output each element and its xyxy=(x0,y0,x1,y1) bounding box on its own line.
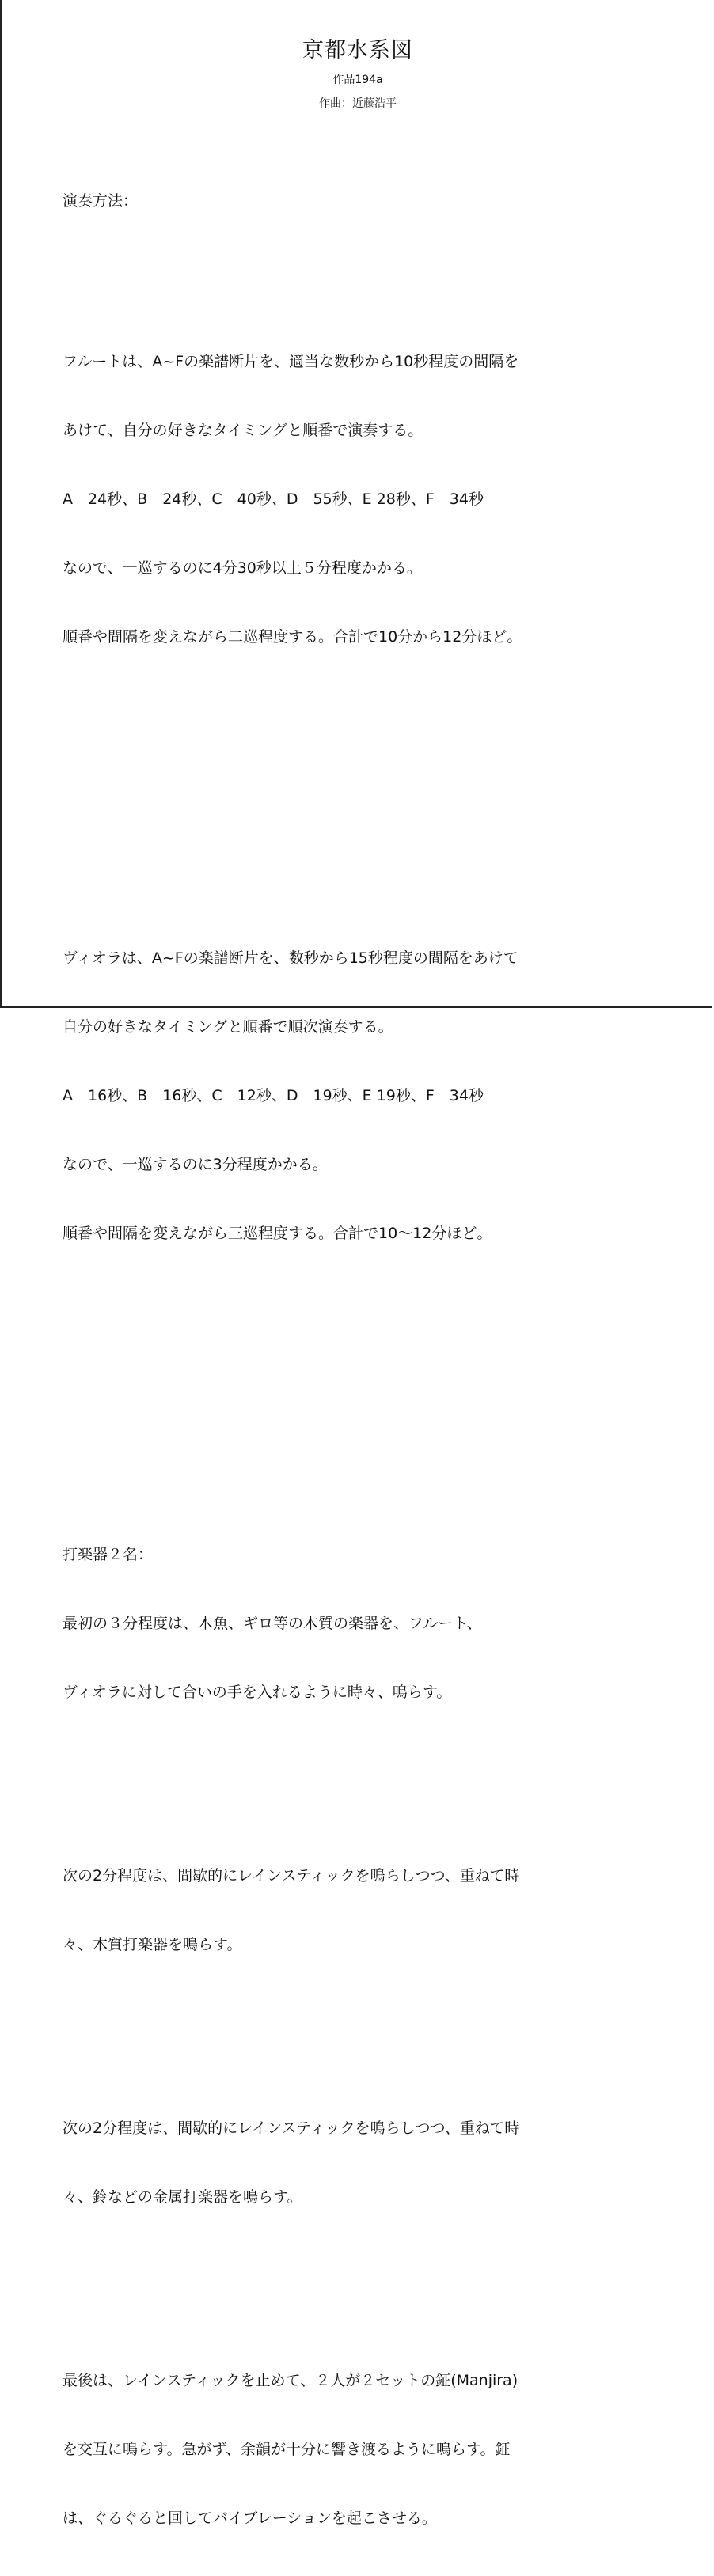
flute-line: 順番や間隔を変えながら二巡程度する。合計で10分から12分ほど。 xyxy=(63,628,522,646)
blank-line xyxy=(63,1773,696,1796)
percussion-line: 最後は、レインスティックを止めて、２人が２セットの鉦(Manjira) xyxy=(63,2372,518,2389)
document-header xyxy=(2,35,714,111)
opus-number: 作品194a xyxy=(332,74,383,86)
blank-line xyxy=(63,1314,696,1337)
percussion-line: 次の2分程度は、間歇的にレインスティックを鳴らしつつ、重ねて時 xyxy=(63,1867,520,1885)
percussion-line: 最初の３分程度は、木魚、ギロ等の木質の楽器を、フルート、 xyxy=(63,1615,482,1632)
blank-line xyxy=(63,1452,696,1475)
viola-durations: A 16秒、B 16秒、C 12秒、D 19秒、E 19秒、F 34秒 xyxy=(63,1087,484,1104)
blank-line xyxy=(63,2025,696,2048)
percussion-line: 々、鈴などの金属打楽器を鳴らす。 xyxy=(63,2188,302,2206)
blank-line xyxy=(63,786,696,809)
percussion-line: は、ぐるぐると回してバイブレーションを起こさせる。 xyxy=(63,2510,437,2527)
percussion-line: を交互に鳴らす。急がず、余韻が十分に響き渡るように鳴らす。鉦 xyxy=(63,2441,511,2458)
percussion-line: ヴィオラに対して合いの手を入れるように時々、鳴らす。 xyxy=(63,1684,452,1701)
flute-line: フルートは、A~Fの楽譜断片を、適当な数秒から10秒程度の間隔を xyxy=(63,353,519,370)
percussion-line: 次の2分程度は、間歇的にレインスティックを鳴らしつつ、重ねて時 xyxy=(63,2120,520,2137)
viola-line: 自分の好きなタイミングと順番で順次演奏する。 xyxy=(63,1018,393,1036)
blank-line xyxy=(63,718,696,741)
blank-line xyxy=(63,259,696,282)
viola-line: ヴィオラは、A~Fの楽譜断片を、数秒から15秒程度の間隔をあけて xyxy=(63,949,518,967)
viola-line: 順番や間隔を変えながら三巡程度する。合計で10～12分ほど。 xyxy=(63,1225,492,1242)
percussion-heading: 打楽器２名： xyxy=(63,1546,154,1563)
method-heading: 演奏方法： xyxy=(63,192,139,210)
flute-line: なので、一巡するのに4分30秒以上５分程度かかる。 xyxy=(63,559,422,577)
viola-line: なので、一巡するのに3分程度かかる。 xyxy=(63,1156,328,1173)
blank-line xyxy=(63,1383,696,1406)
flute-durations: A 24秒、B 24秒、C 40秒、D 55秒、E 28秒、F 34秒 xyxy=(63,491,484,508)
blank-line xyxy=(63,855,696,878)
flute-line: あけて、自分の好きなタイミングと順番で演奏する。 xyxy=(63,422,423,439)
blank-line xyxy=(63,2278,696,2301)
document-body xyxy=(63,144,696,2576)
document-title: 京都水系図 xyxy=(302,38,413,63)
percussion-line: 々、木質打楽器を鳴らす。 xyxy=(63,1936,242,1953)
composer-credit: 作曲：近藤浩平 xyxy=(319,97,397,110)
